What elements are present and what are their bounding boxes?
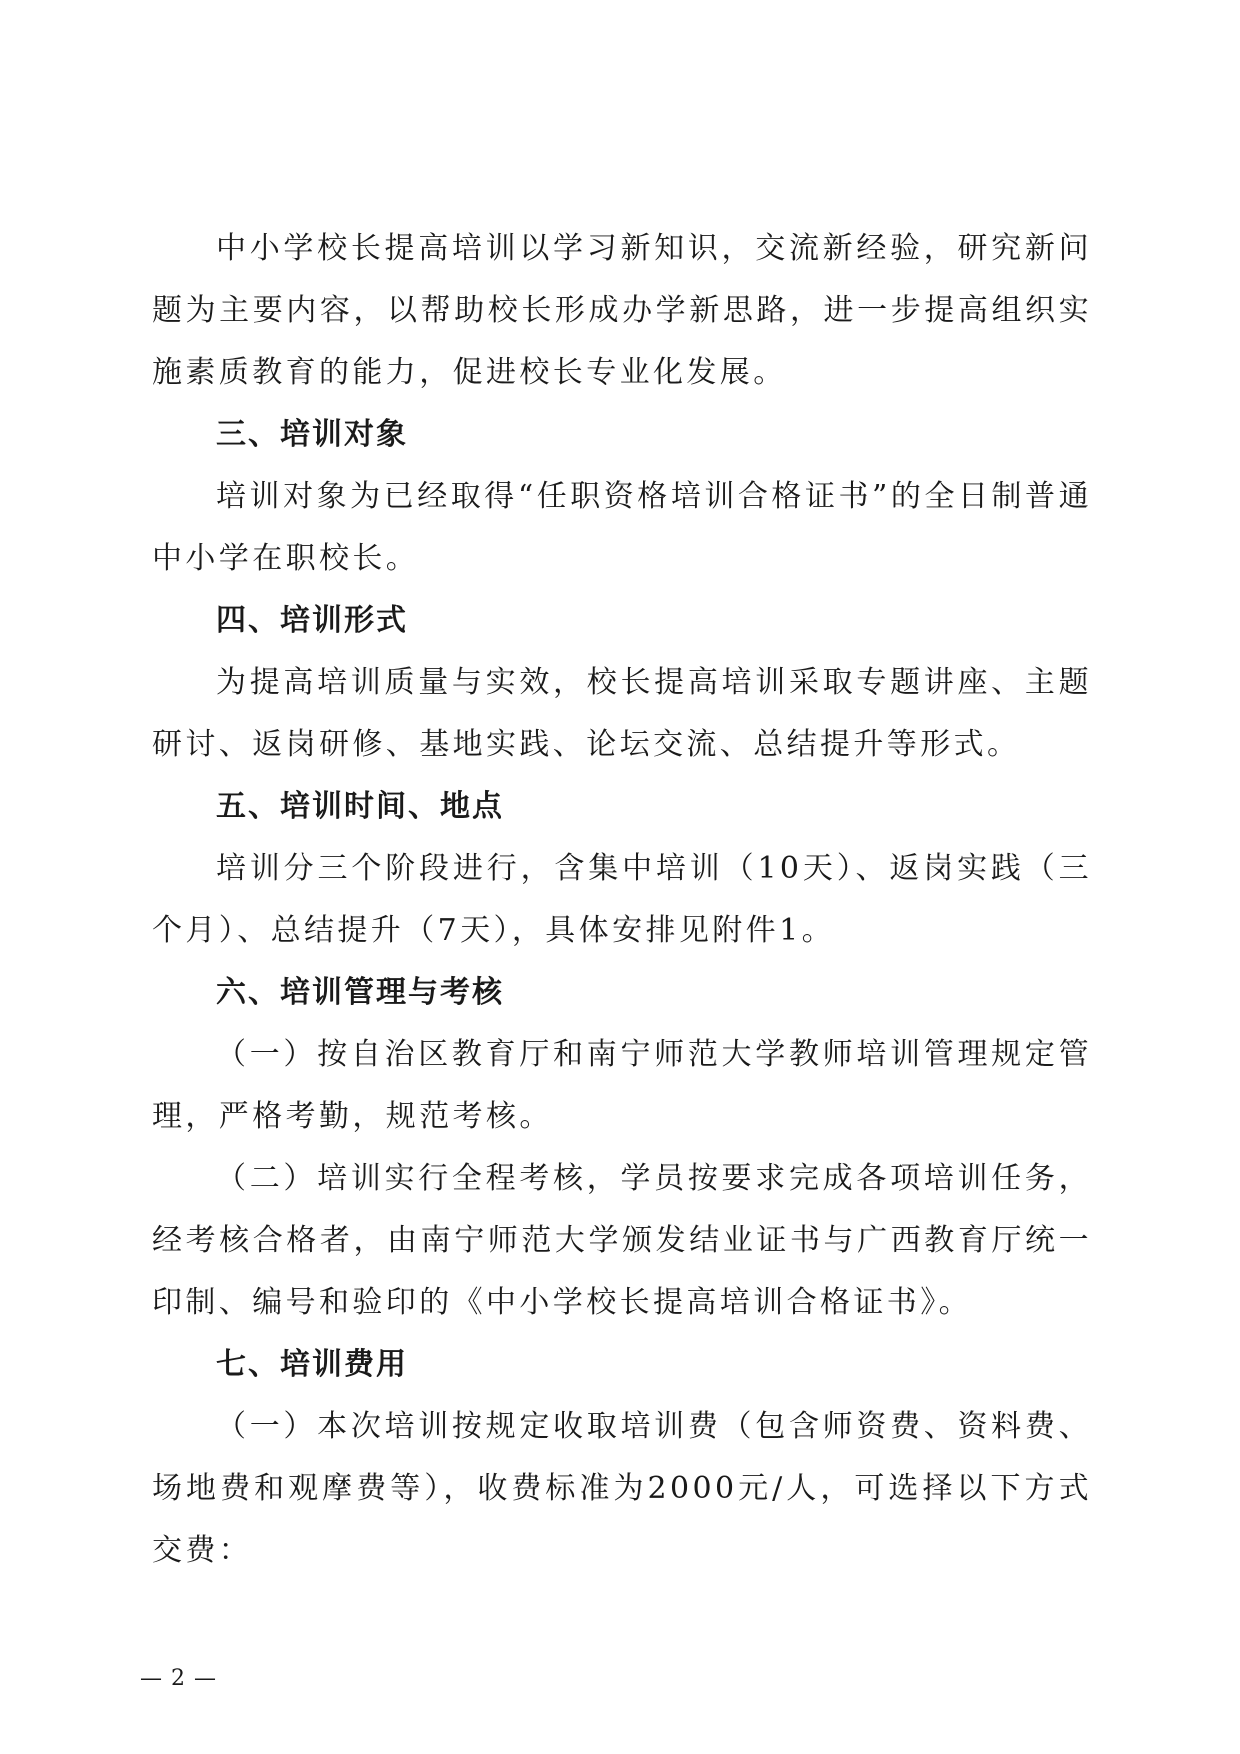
fees-paragraph: （一）本次培训按规定收取培训费（包含师资费、资料费、场地费和观摩费等），收费标准为2000元/人，可选择以下方式交费：	[152, 1409, 1092, 1568]
trainees-paragraph: 培训对象为已经取得“任职资格培训合格证书”的全日制普通中小学在职校长。	[152, 479, 1092, 576]
section-heading-fees: 七、培训费用	[216, 1347, 408, 1382]
section-heading-format: 四、培训形式	[216, 603, 408, 638]
intro-paragraph: 中小学校长提高培训以学习新知识，交流新经验，研究新问题为主要内容，以帮助校长形成办学新思路，进一步提高组织实施素质教育的能力，促进校长专业化发展。	[152, 231, 1092, 390]
section-heading-time-place: 五、培训时间、地点	[216, 789, 504, 824]
format-paragraph: 为提高培训质量与实效，校长提高培训采取专题讲座、主题研讨、返岗研修、基地实践、论坛交流、总结提升等形式。	[152, 665, 1092, 762]
section-heading-trainees: 三、培训对象	[216, 417, 408, 452]
time-place-paragraph: 培训分三个阶段进行，含集中培训（10天）、返岗实践（三个月）、总结提升（7天），具体安排见附件1。	[152, 851, 1092, 948]
page-number: — 2 —	[140, 1666, 217, 1691]
section-heading-management: 六、培训管理与考核	[216, 975, 504, 1010]
management-paragraph-1: （一）按自治区教育厅和南宁师范大学教师培训管理规定管理，严格考勤，规范考核。	[152, 1037, 1092, 1134]
document-body	[152, 218, 1092, 1582]
management-paragraph-2: （二）培训实行全程考核，学员按要求完成各项培训任务，经考核合格者，由南宁师范大学颁发结业证书与广西教育厅统一印制、编号和验印的《中小学校长提高培训合格证书》。	[152, 1161, 1092, 1320]
